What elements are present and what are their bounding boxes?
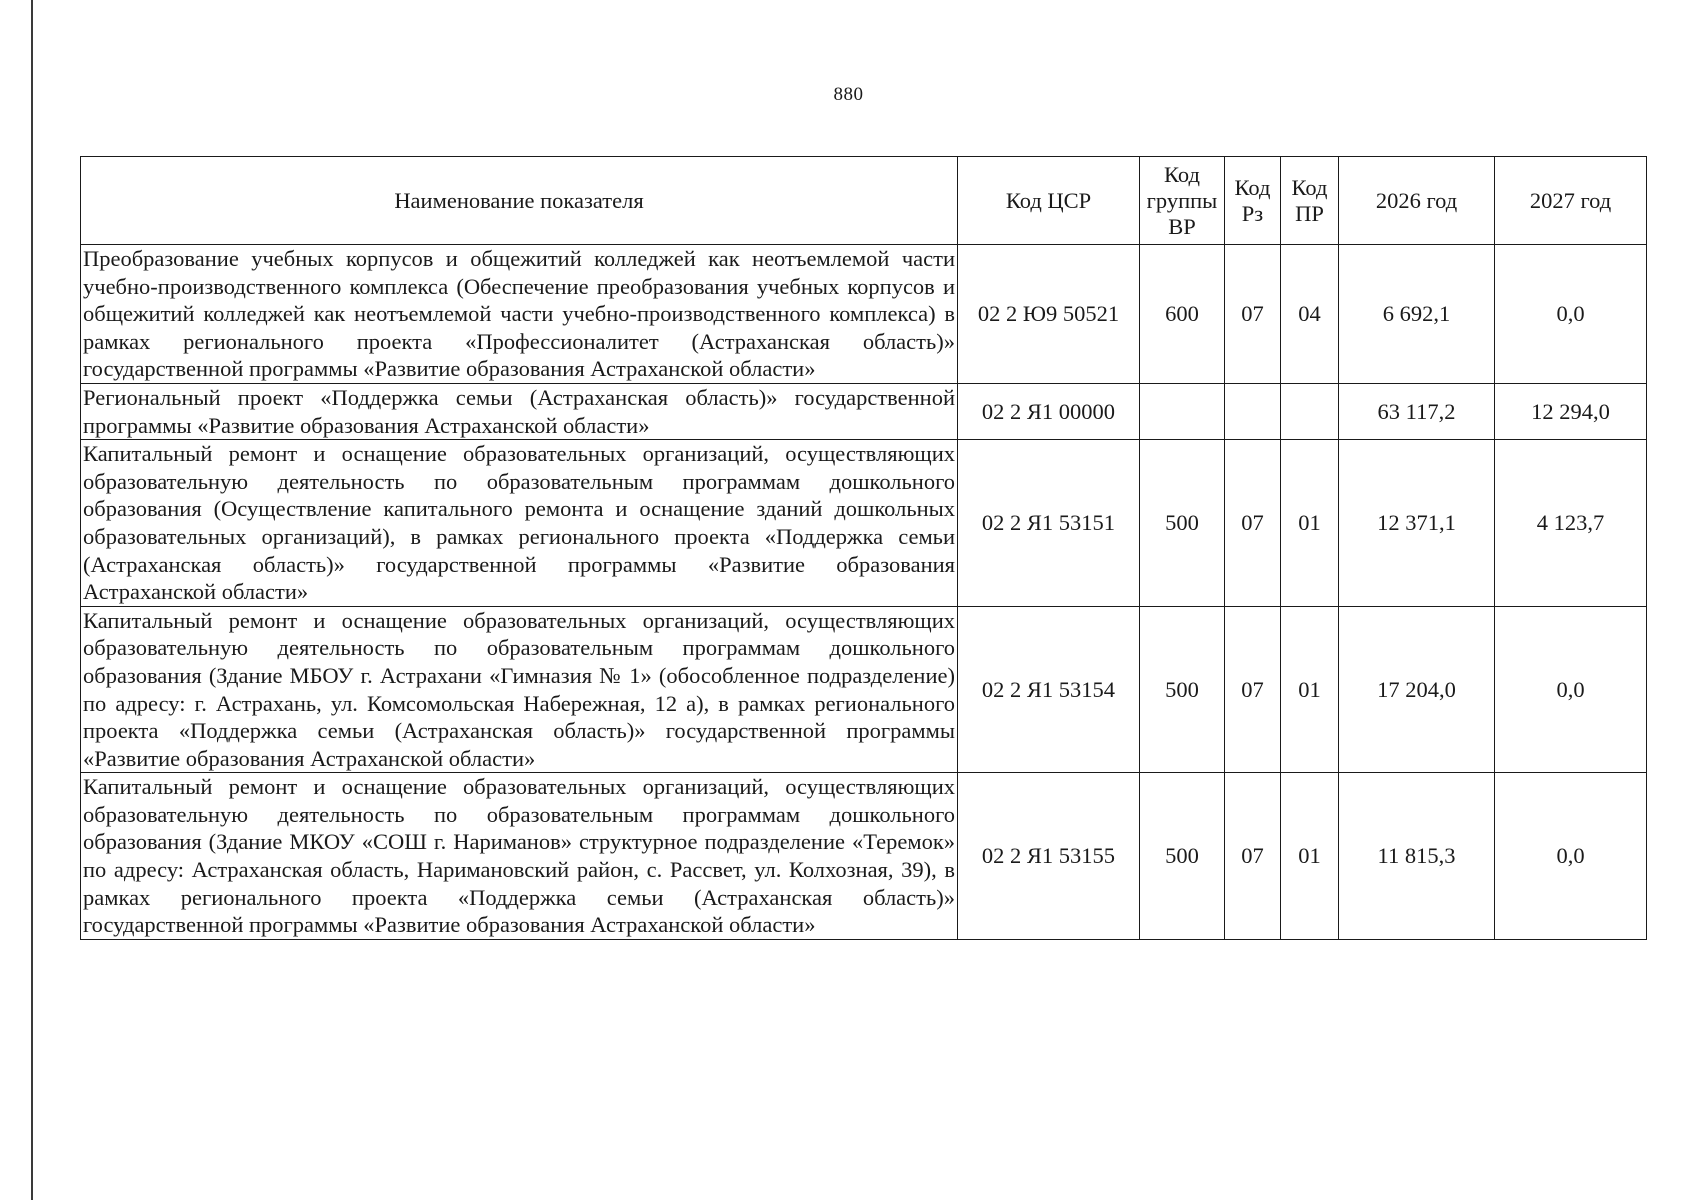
header-pr: Код ПР <box>1281 157 1339 245</box>
row-csr: 02 2 Я1 53151 <box>958 440 1140 607</box>
page-number: 880 <box>833 84 864 105</box>
row-name: Преобразование учебных корпусов и общежитий колледжей как неотъемлемой части учебно-производственного комплекса (Обеспечение преобразования учебных корпусов и общежитий колледжей как неотъемлемой части учебно-производственного комплекса) в рамках регионального проекта «Профессионалитет (Астраханская область)» государственной программы «Развитие образования Астраханской области» <box>81 245 958 384</box>
row-rz <box>1225 383 1281 439</box>
table-row <box>81 383 1647 439</box>
row-2027: 0,0 <box>1495 606 1647 773</box>
row-2026: 6 692,1 <box>1339 245 1495 384</box>
row-pr: 01 <box>1281 606 1339 773</box>
table-row <box>81 440 1647 607</box>
header-2027: 2027 год <box>1495 157 1647 245</box>
table-row <box>81 773 1647 940</box>
table-row <box>81 245 1647 384</box>
row-pr <box>1281 383 1339 439</box>
row-2026: 11 815,3 <box>1339 773 1495 940</box>
row-vr: 500 <box>1140 440 1225 607</box>
row-name: Капитальный ремонт и оснащение образовательных организаций, осуществляющих образовательную деятельность по образовательным программам дошкольного образования (Осуществление капитального ремонта и оснащение зданий дошкольных образовательных организаций), в рамках регионального проекта «Поддержка семьи (Астраханская область)» государственной программы «Развитие образования Астраханской области» <box>81 440 958 607</box>
row-pr: 01 <box>1281 440 1339 607</box>
row-name: Капитальный ремонт и оснащение образовательных организаций, осуществляющих образовательную деятельность по образовательным программам дошкольного образования (Здание МБОУ г. Астрахани «Гимназия № 1» (обособленное подразделение) по адресу: г. Астрахань, ул. Комсомольская Набережная, 12 а), в рамках регионального проекта «Поддержка семьи (Астраханская область)» государственной программы «Развитие образования Астраханской области» <box>81 606 958 773</box>
row-vr: 600 <box>1140 245 1225 384</box>
header-rz: Код Рз <box>1225 157 1281 245</box>
row-rz: 07 <box>1225 440 1281 607</box>
row-csr: 02 2 Я1 53155 <box>958 773 1140 940</box>
row-vr <box>1140 383 1225 439</box>
row-2027: 0,0 <box>1495 773 1647 940</box>
row-pr: 04 <box>1281 245 1339 384</box>
binding-edge-line <box>31 0 33 1200</box>
row-vr: 500 <box>1140 773 1225 940</box>
table-header-row <box>81 157 1647 245</box>
row-csr: 02 2 Я1 53154 <box>958 606 1140 773</box>
row-name: Региональный проект «Поддержка семьи (Астраханская область)» государственной программы «Развитие образования Астраханской области» <box>81 383 958 439</box>
row-pr: 01 <box>1281 773 1339 940</box>
row-rz: 07 <box>1225 606 1281 773</box>
row-csr: 02 2 Я1 00000 <box>958 383 1140 439</box>
row-2026: 17 204,0 <box>1339 606 1495 773</box>
row-2026: 12 371,1 <box>1339 440 1495 607</box>
row-csr: 02 2 Ю9 50521 <box>958 245 1140 384</box>
header-csr: Код ЦСР <box>958 157 1140 245</box>
row-2027: 4 123,7 <box>1495 440 1647 607</box>
row-2027: 0,0 <box>1495 245 1647 384</box>
row-rz: 07 <box>1225 773 1281 940</box>
budget-table <box>80 156 1647 940</box>
row-vr: 500 <box>1140 606 1225 773</box>
header-vr: Код группы ВР <box>1140 157 1225 245</box>
table-row <box>81 606 1647 773</box>
header-2026: 2026 год <box>1339 157 1495 245</box>
row-name: Капитальный ремонт и оснащение образовательных организаций, осуществляющих образовательную деятельность по образовательным программам дошкольного образования (Здание МКОУ «СОШ г. Нариманов» структурное подразделение «Теремок» по адресу: Астраханская область, Наримановский район, с. Рассвет, ул. Колхозная, 39), в рамках регионального проекта «Поддержка семьи (Астраханская область)» государственной программы «Развитие образования Астраханской области» <box>81 773 958 940</box>
row-2026: 63 117,2 <box>1339 383 1495 439</box>
header-name: Наименование показателя <box>81 157 958 245</box>
row-2027: 12 294,0 <box>1495 383 1647 439</box>
row-rz: 07 <box>1225 245 1281 384</box>
